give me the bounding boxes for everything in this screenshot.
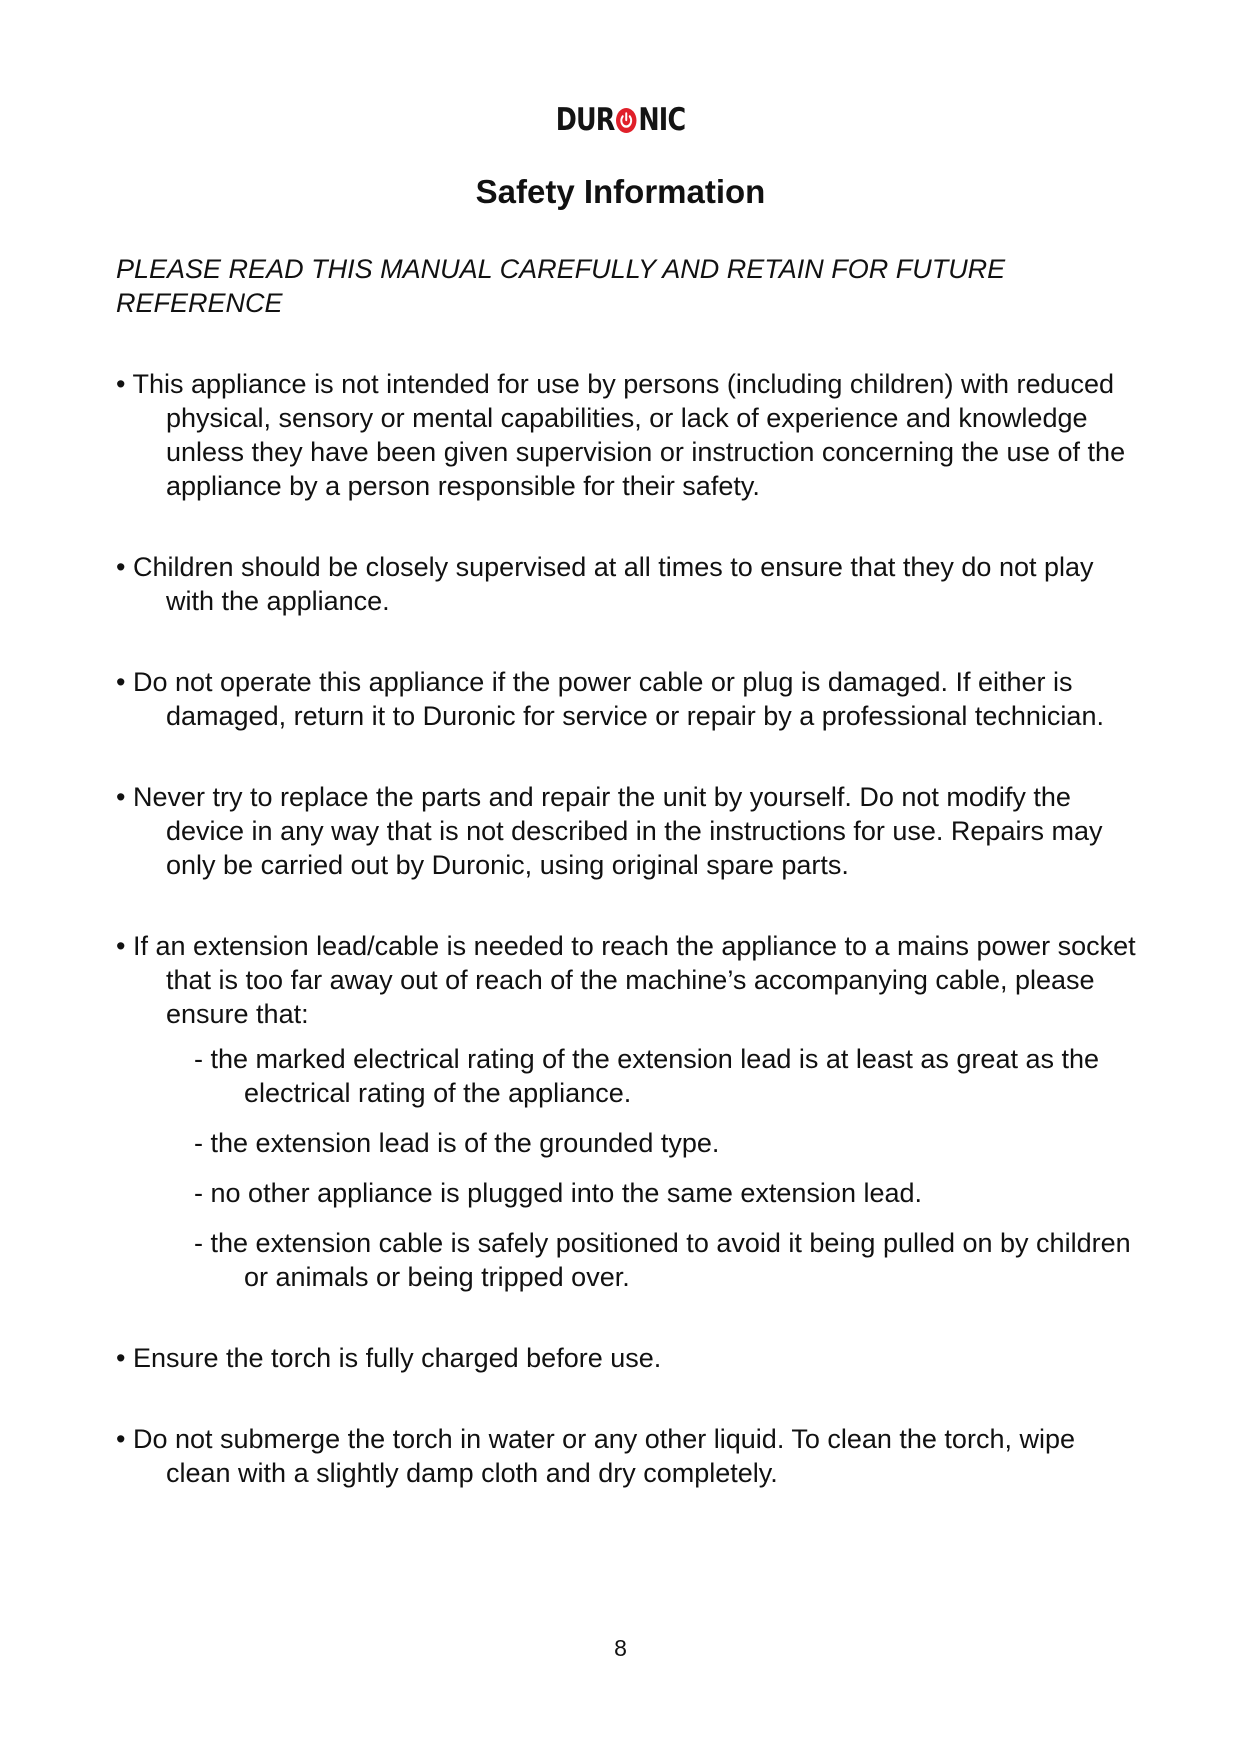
bullet-marker: • <box>116 369 126 399</box>
sub-list-item <box>194 1126 1136 1160</box>
list-item <box>116 929 1136 1294</box>
duronic-logo: DUR NIC <box>555 102 686 138</box>
page-title: Safety Information <box>475 173 766 210</box>
sub-list-item-text: the extension cable is safely positioned to avoid it being pulled on by children or animals or being tripped over. <box>210 1228 1131 1292</box>
sub-list-item <box>194 1176 1136 1210</box>
page-number: 8 <box>614 1635 627 1661</box>
bullet-marker: • <box>116 667 126 697</box>
bullet-marker: • <box>116 552 126 582</box>
sub-list-item-text: no other appliance is plugged into the same extension lead. <box>210 1178 923 1208</box>
list-item-text: Never try to replace the parts and repair the unit by yourself. Do not modify the device in any way that is not described in the instructions for use. Repairs may only be carried out by Duronic, using original spare parts. <box>132 782 1103 880</box>
sub-list-item <box>194 1042 1136 1110</box>
dash-marker: - <box>194 1178 203 1208</box>
list-item-text: This appliance is not intended for use by persons (including children) with reduced physical, sensory or mental capabilities, or lack of experience and knowledge unless they have been given supervision or instruction concerning the use of the appliance by a person responsible for their safety. <box>132 369 1126 501</box>
bullet-marker: • <box>116 782 126 812</box>
power-icon <box>616 108 637 133</box>
bullet-marker: • <box>116 931 126 961</box>
sub-list-item-text: the extension lead is of the grounded type. <box>210 1128 720 1158</box>
list-item <box>116 665 1136 733</box>
list-item <box>116 1422 1136 1490</box>
sub-list-item-text: the marked electrical rating of the extension lead is at least as great as the electrical rating of the appliance. <box>210 1044 1100 1108</box>
list-item-text: If an extension lead/cable is needed to reach the appliance to a mains power socket that is too far away out of reach of the machine’s accompanying cable, please ensure that: <box>132 931 1136 1029</box>
list-item-text: Children should be closely supervised at all times to ensure that they do not play with the appliance. <box>132 552 1094 616</box>
extension-conditions-list <box>166 1042 1136 1294</box>
sub-list-item <box>194 1226 1136 1294</box>
list-item-text: Do not operate this appliance if the power cable or plug is damaged. If either is damaged, return it to Duronic for service or repair by a professional technician. <box>132 667 1104 731</box>
dash-marker: - <box>194 1128 203 1158</box>
list-item-text: Ensure the torch is fully charged before use. <box>132 1343 662 1373</box>
list-item <box>116 550 1136 618</box>
dash-marker: - <box>194 1044 203 1074</box>
list-item <box>116 1341 1136 1375</box>
safety-list <box>116 367 1136 1537</box>
bullet-marker: • <box>116 1343 126 1373</box>
list-item-text: Do not submerge the torch in water or any other liquid. To clean the torch, wipe clean with a slightly damp cloth and dry completely. <box>132 1424 1075 1488</box>
dash-marker: - <box>194 1228 203 1258</box>
list-item <box>116 367 1136 503</box>
bullet-marker: • <box>116 1424 126 1454</box>
list-item <box>116 780 1136 882</box>
intro-notice: PLEASE READ THIS MANUAL CAREFULLY AND RETAIN FOR FUTURE REFERENCE <box>116 254 1006 318</box>
